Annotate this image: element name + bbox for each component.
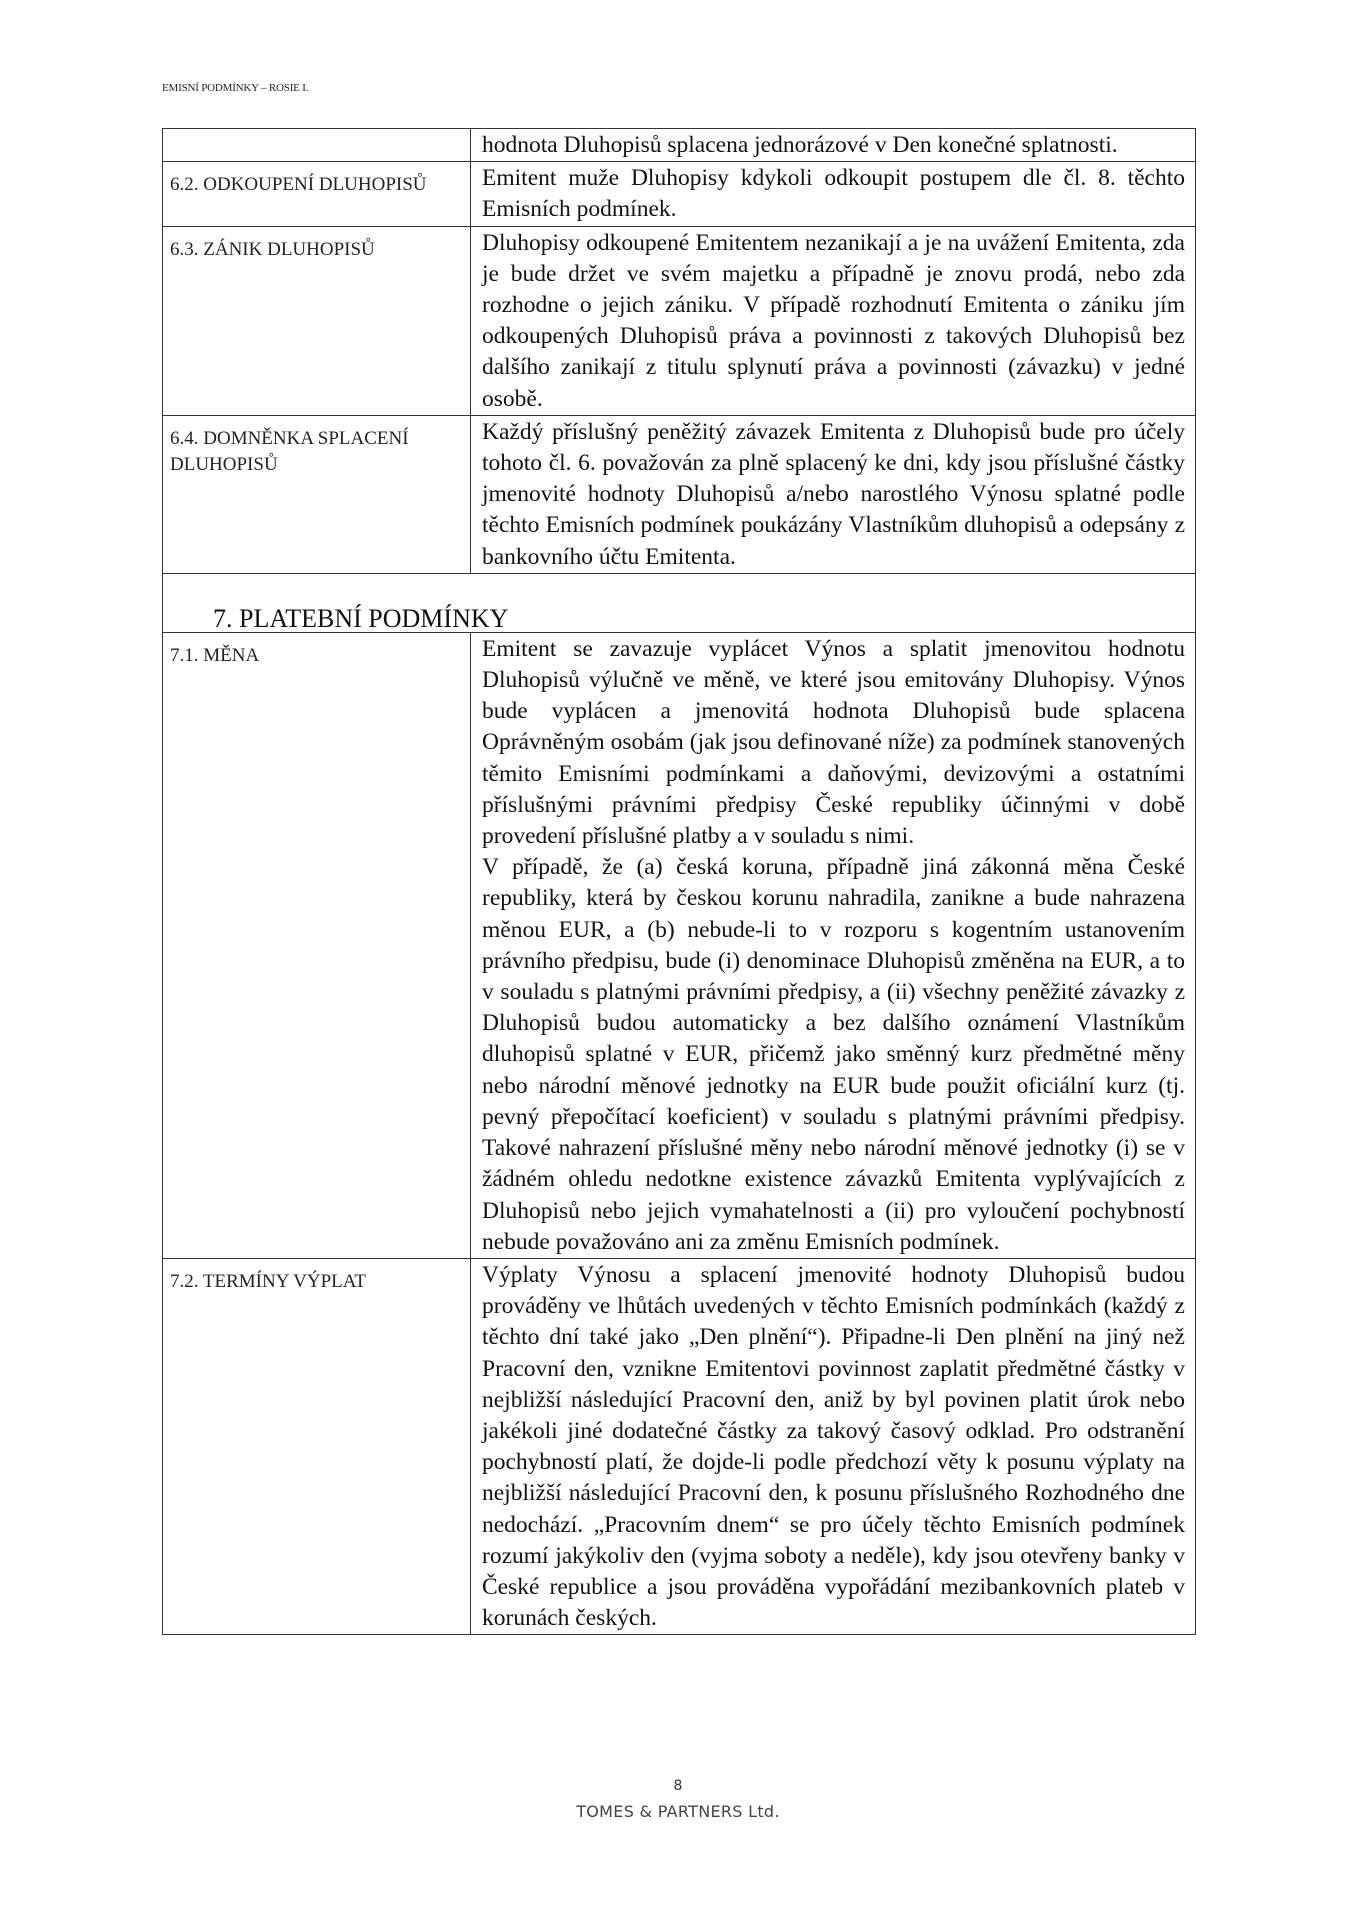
row-label: 6.4. DOMNĚNKA SPLACENÍ DLUHOPISŮ [163,415,471,573]
paragraph: Výplaty Výnosu a splacení jmenovité hodnoty Dluhopisů budou prováděny ve lhůtách uvedených v těchto Emisních podmínkách (každý z těchto dní také jako „Den plnění“). Připadne-li Den plnění na jiný než Pracovní den, vznikne Emitentovi povinnost zaplatit předmětné částky v nejbližší následující Pracovní den, aniž by byl povinen platit úrok nebo jakékoli jiné dodatečné částky za takový časový odklad. Pro odstranění pochybností platí, že dojde-li podle předchozí věty k posunu výplaty na nejbližší následující Pracovní den, k posunu příslušného Rozhodného dne nedochází. „Pracovním dnem“ se pro účely těchto Emisních podmínek rozumí jakýkoliv den (vyjma soboty a neděle), kdy jsou otevřeny banky v České republice a jsou prováděna vypořádání mezibankovních plateb v korunách českých. [482,1261,1185,1632]
table-row [163,226,1196,415]
row-text [471,129,1196,162]
row-text [471,1258,1196,1634]
page-number: 8 [673,1778,683,1794]
paragraph: Emitent muže Dluhopisy kdykoli odkoupit postupem dle čl. 8. těchto Emisních podmínek. [482,165,1185,223]
running-header: EMISNÍ PODMÍNKY – ROSIE I. [162,82,309,94]
table-row [163,1258,1196,1634]
row-text [471,632,1196,1258]
footer-company: TOMES & PARTNERS Ltd. [576,1802,780,1821]
paragraph: Dluhopisy odkoupené Emitentem nezanikají a je na uvážení Emitenta, zda je bude držet ve svém majetku a případně je znovu prodá, nebo zda rozhodne o jejich zániku. V případě rozhodnutí Emitenta o zániku jím odkoupených Dluhopisů práva a povinnosti z takových Dluhopisů bez dalšího zanikají z titulu splynutí práva a povinnosti (závazku) v jedné osobě. [482,229,1185,412]
row-text [471,162,1196,226]
paragraph: hodnota Dluhopisů splacena jednorázové v Den konečné splatnosti. [482,132,1118,158]
paragraph: Emitent se zavazuje vyplácet Výnos a splatit jmenovitou hodnotu Dluhopisů výlučně ve měně, ve které jsou emitovány Dluhopisy. Výnos bude vyplácen a jmenovitá hodnota Dluhopisů bude splacena Oprávněným osobám (jak jsou definované níže) za podmínek stanovených těmito Emisními podmínkami a daňovými, devizovými a ostatními příslušnými právními předpisy České republiky účinnými v době provedení příslušné platby a v souladu s nimi. [482,635,1185,850]
row-label [163,129,471,162]
table-row [163,415,1196,573]
row-label: 6.3. ZÁNIK DLUHOPISŮ [163,226,471,415]
table-row [163,129,1196,162]
row-text [471,415,1196,573]
paragraph: V případě, že (a) česká koruna, případně jiná zákonná měna České republiky, která by českou korunu nahradila, zanikne a bude nahrazena měnou EUR, a (b) nebude-li to v rozporu s kogentním ustanovením právního předpisu, bude (i) denominace Dluhopisů změněna na EUR, a to v souladu s platnými právními předpisy, a (ii) všechny peněžité závazky z Dluhopisů budou automaticky a bez dalšího oznámení Vlastníkům dluhopisů splatné v EUR, přičemž jako směnný kurz předmětné měny nebo národní měnové jednotky na EUR bude použit oficiální kurz (tj. pevný přepočítací koeficient) v souladu s platnými právními předpisy. Takové nahrazení příslušné měny nebo národní měnové jednotky (i) se v žádném ohledu nedotkne existence závazků Emitenta vyplývajících z Dluhopisů nebo jejich vymahatelnosti a (ii) pro vyloučení pochybností nebude považováno ani za změnu Emisních podmínek. [482,854,1185,1255]
paragraph: Každý příslušný peněžitý závazek Emitenta z Dluhopisů bude pro účely tohoto čl. 6. považován za plně splacený ke dni, kdy jsou příslušné částky jmenovité hodnoty Dluhopisů a/nebo narostlého Výnosu splatné podle těchto Emisních podmínek poukázány Vlastníkům dluhopisů a odepsány z bankovního účtu Emitenta. [482,418,1185,570]
section-heading-row [163,573,1196,632]
table-row [163,632,1196,1258]
section-heading-cell [163,573,1196,632]
row-label: 6.2. ODKOUPENÍ DLUHOPISŮ [163,162,471,226]
row-label: 7.1. MĚNA [163,632,471,1258]
row-label: 7.2. TERMÍNY VÝPLAT [163,1258,471,1634]
terms-table [162,128,1196,1635]
table-row [163,162,1196,226]
section-heading: 7. PLATEBNÍ PODMÍNKY [213,603,509,633]
row-text [471,226,1196,415]
